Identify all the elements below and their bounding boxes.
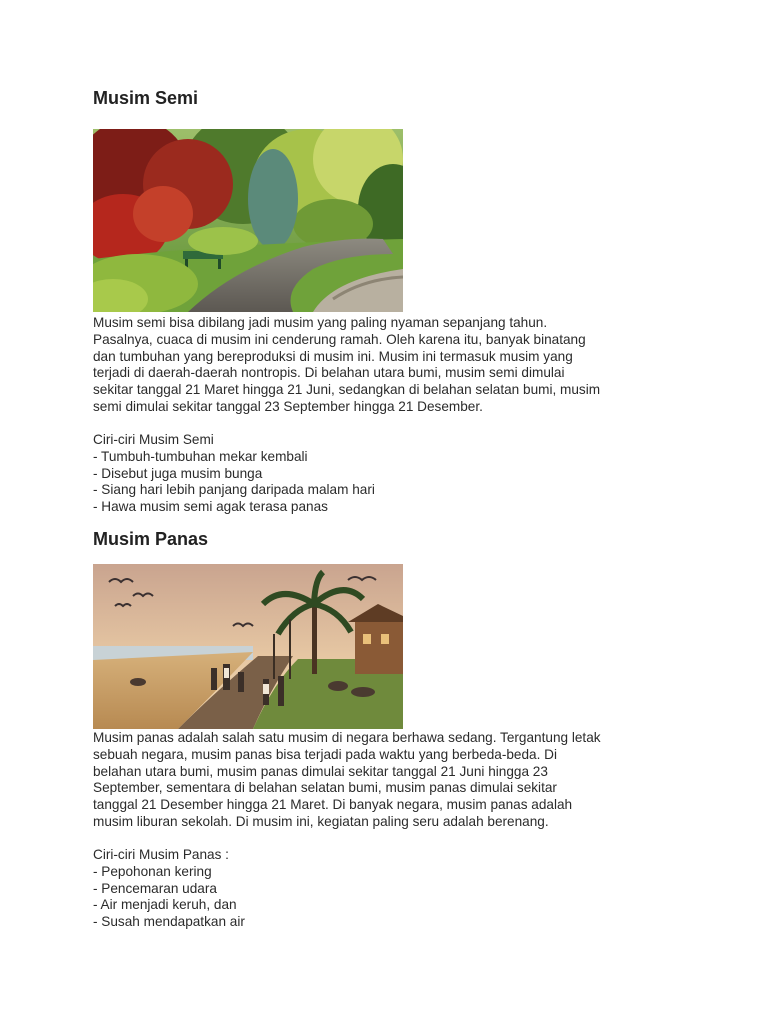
spring-features-heading: Ciri-ciri Musim Semi	[93, 432, 214, 447]
spring-park-photo	[93, 129, 403, 312]
list-item: - Pencemaran udara	[93, 880, 217, 896]
list-item: - Pepohonan kering	[93, 863, 212, 879]
summer-features-heading: Ciri-ciri Musim Panas :	[93, 847, 229, 862]
summer-description: Musim panas adalah salah satu musim di negara berhawa sedang. Tergantung letak sebuah negara, musim panas bisa terjadi pada waktu yang berbeda-beda. Di belahan utara bumi, musim panas dimulai sekitar tanggal 21 Juni hingga 23 September, sementara di belahan selatan bumi, musim panas dimulai sekitar tanggal 21 Desember hingga 21 Maret. Di banyak negara, musim panas adalah musim liburan sekolah. Di musim ini, kegiatan paling seru adalah berenang.	[93, 730, 601, 829]
list-item: - Susah mendapatkan air	[93, 914, 245, 930]
section-title-musim-panas: Musim Panas	[93, 529, 209, 549]
list-item: - Hawa musim semi agak terasa panas	[93, 499, 328, 515]
spring-description: Musim semi bisa dibilang jadi musim yang paling nyaman sepanjang tahun. Pasalnya, cuaca di musim ini cenderung ramah. Oleh karena itu, banyak binatang dan tumbuhan yang bereproduksi di musim ini. Musim ini termasuk musim yang terjadi di daerah-daerah nontropis. Di belahan utara bumi, musim semi dimulai sekitar tanggal 21 Maret hingga 21 Juni, sedangkan di belahan selatan bumi, musim semi dimulai sekitar tanggal 23 September hingga 21 Desember.	[93, 315, 601, 414]
summer-features-list	[93, 847, 245, 931]
list-item: - Siang hari lebih panjang daripada malam hari	[93, 482, 375, 498]
list-item: - Air menjadi keruh, dan	[93, 897, 237, 913]
list-item: - Disebut juga musim bunga	[93, 465, 263, 481]
summer-beach-photo	[93, 564, 403, 729]
section-title-musim-semi: Musim Semi	[93, 88, 199, 108]
list-item: - Tumbuh-tumbuhan mekar kembali	[93, 448, 308, 464]
spring-features-list	[93, 432, 375, 516]
